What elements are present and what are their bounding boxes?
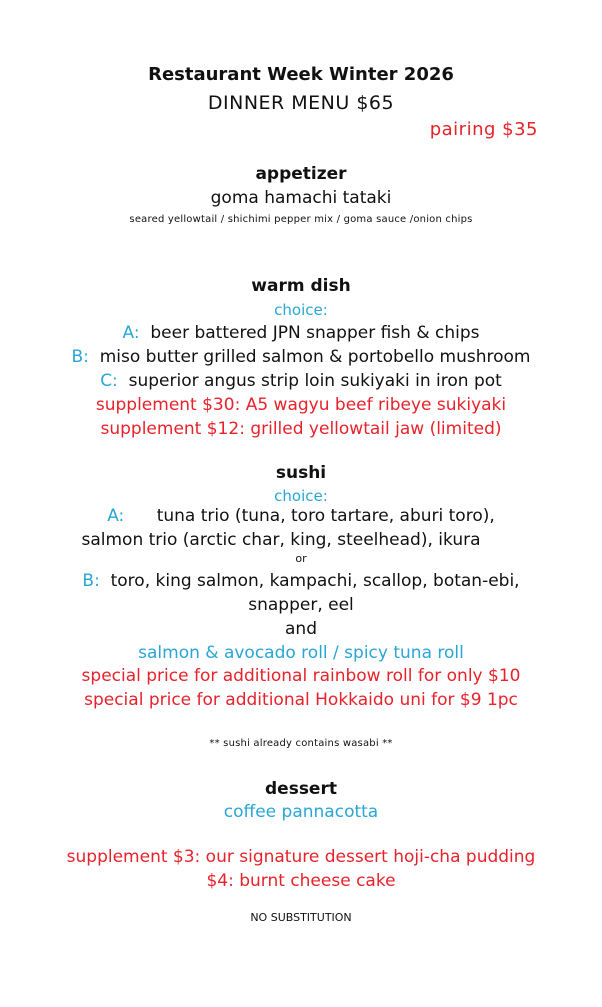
option-letter: C: bbox=[100, 371, 118, 391]
sushi-wasabi-note: ** sushi already contains wasabi ** bbox=[209, 738, 393, 749]
sushi-option-a-line1 bbox=[0, 506, 602, 526]
appetizer-heading: appetizer bbox=[255, 164, 347, 184]
appetizer-name: goma hamachi tataki bbox=[210, 188, 392, 208]
option-text: superior angus strip loin sukiyaki in iron pot bbox=[128, 371, 502, 391]
pairing-price: pairing $35 bbox=[429, 119, 538, 140]
sushi-special-1: special price for additional rainbow roll for only $10 bbox=[81, 666, 521, 686]
option-text: tuna trio (tuna, toro tartare, aburi toro), bbox=[156, 506, 495, 526]
sushi-special-2: special price for additional Hokkaido uni for $9 1pc bbox=[84, 690, 518, 710]
sushi-option-b-line2: snapper, eel bbox=[248, 595, 354, 615]
sushi-choice-label: choice: bbox=[274, 487, 328, 505]
option-text: toro, king salmon, kampachi, scallop, botan-ebi, bbox=[110, 571, 520, 591]
option-letter: B: bbox=[71, 347, 89, 367]
sushi-option-b-line1 bbox=[0, 571, 602, 591]
option-letter: A: bbox=[107, 506, 125, 526]
warm-dish-supplement-2: supplement $12: grilled yellowtail jaw (limited) bbox=[100, 419, 502, 439]
option-text: beer battered JPN snapper fish & chips bbox=[150, 323, 480, 343]
warm-dish-option-a bbox=[0, 323, 602, 343]
option-text: miso butter grilled salmon & portobello mushroom bbox=[99, 347, 531, 367]
warm-dish-option-c bbox=[0, 371, 602, 391]
dessert-supplement-1: supplement $3: our signature dessert hoji-cha pudding bbox=[66, 847, 536, 867]
warm-dish-choice-label: choice: bbox=[274, 301, 328, 319]
warm-dish-supplement-1: supplement $30: A5 wagyu beef ribeye sukiyaki bbox=[95, 395, 507, 415]
sushi-or: or bbox=[295, 552, 307, 565]
sushi-and: and bbox=[285, 619, 317, 639]
no-substitution-note: NO SUBSTITUTION bbox=[250, 911, 352, 924]
dessert-name: coffee pannacotta bbox=[223, 802, 379, 822]
warm-dish-heading: warm dish bbox=[251, 276, 351, 296]
warm-dish-option-b bbox=[0, 347, 602, 367]
dessert-supplement-2: $4: burnt cheese cake bbox=[206, 871, 396, 891]
menu-title: Restaurant Week Winter 2026 bbox=[148, 64, 454, 85]
sushi-heading: sushi bbox=[275, 463, 327, 483]
menu-subtitle: DINNER MENU $65 bbox=[207, 92, 395, 114]
sushi-option-a-line2: salmon trio (arctic char, king, steelhead), ikura bbox=[81, 530, 481, 550]
option-letter: B: bbox=[82, 571, 100, 591]
dessert-heading: dessert bbox=[265, 779, 337, 799]
sushi-rolls: salmon & avocado roll / spicy tuna roll bbox=[138, 643, 464, 663]
option-letter: A: bbox=[122, 323, 140, 343]
appetizer-description: seared yellowtail / shichimi pepper mix / goma sauce /onion chips bbox=[129, 214, 473, 225]
